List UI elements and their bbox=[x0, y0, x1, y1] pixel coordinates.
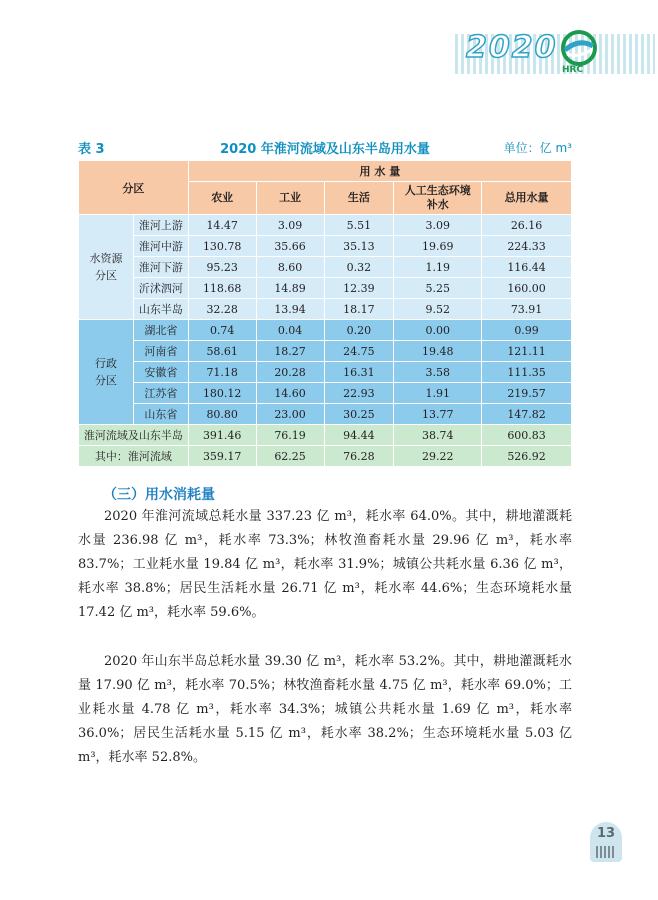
cell: 219.57 bbox=[482, 383, 572, 404]
group-label: 水资源分区 bbox=[79, 215, 134, 320]
table-row bbox=[79, 446, 572, 467]
cell: 130.78 bbox=[188, 236, 256, 257]
cell: 5.51 bbox=[324, 215, 394, 236]
cell: 0.04 bbox=[256, 320, 324, 341]
cell: 0.32 bbox=[324, 257, 394, 278]
table-row bbox=[79, 404, 572, 425]
cell: 94.44 bbox=[324, 425, 394, 446]
cell: 3.09 bbox=[394, 215, 482, 236]
cell: 23.00 bbox=[256, 404, 324, 425]
cell: 118.68 bbox=[188, 278, 256, 299]
cell: 9.52 bbox=[394, 299, 482, 320]
cell: 3.58 bbox=[394, 362, 482, 383]
header-year: 2020 bbox=[466, 30, 558, 65]
cell: 76.28 bbox=[324, 446, 394, 467]
water-use-table bbox=[78, 160, 572, 467]
cell: 13.77 bbox=[394, 404, 482, 425]
cell: 12.39 bbox=[324, 278, 394, 299]
barcode-icon bbox=[596, 846, 616, 858]
header-group: 用 水 量 bbox=[188, 161, 571, 182]
cell: 8.60 bbox=[256, 257, 324, 278]
row-name: 安徽省 bbox=[133, 362, 188, 383]
table-caption bbox=[78, 138, 572, 156]
cell: 224.33 bbox=[482, 236, 572, 257]
table-row bbox=[79, 215, 572, 236]
cell: 30.25 bbox=[324, 404, 394, 425]
table-row bbox=[79, 236, 572, 257]
cell: 80.80 bbox=[188, 404, 256, 425]
cell: 14.89 bbox=[256, 278, 324, 299]
total-name: 淮河流域及山东半岛 bbox=[79, 425, 189, 446]
cell: 22.93 bbox=[324, 383, 394, 404]
cell: 18.17 bbox=[324, 299, 394, 320]
table-row bbox=[79, 320, 572, 341]
cell: 32.28 bbox=[188, 299, 256, 320]
table-row bbox=[79, 257, 572, 278]
row-name: 江苏省 bbox=[133, 383, 188, 404]
cell: 58.61 bbox=[188, 341, 256, 362]
table-unit: 单位：亿 m³ bbox=[503, 141, 572, 155]
header-total: 总用水量 bbox=[482, 182, 572, 215]
cell: 147.82 bbox=[482, 404, 572, 425]
table-row bbox=[79, 278, 572, 299]
table-row bbox=[79, 425, 572, 446]
cell: 5.25 bbox=[394, 278, 482, 299]
cell: 0.99 bbox=[482, 320, 572, 341]
cell: 35.66 bbox=[256, 236, 324, 257]
cell: 38.74 bbox=[394, 425, 482, 446]
table-row bbox=[79, 383, 572, 404]
cell: 0.20 bbox=[324, 320, 394, 341]
row-name: 沂沭泗河 bbox=[133, 278, 188, 299]
header-agriculture: 农业 bbox=[188, 182, 256, 215]
group-label: 行政分区 bbox=[79, 320, 134, 425]
cell: 16.31 bbox=[324, 362, 394, 383]
cell: 160.00 bbox=[482, 278, 572, 299]
row-name: 淮河中游 bbox=[133, 236, 188, 257]
header-region: 分区 bbox=[79, 161, 189, 215]
cell: 600.83 bbox=[482, 425, 572, 446]
cell: 35.13 bbox=[324, 236, 394, 257]
header-industry: 工业 bbox=[256, 182, 324, 215]
paragraph-shandong: 2020 年山东半岛总耗水量 39.30 亿 m³，耗水率 53.2%。其中，耕地灌溉耗水量 17.90 亿 m³，耗水率 70.5%；林牧渔畜耗水量 4.75 亿 m³，耗水率 69.0%；工业耗水量 4.78 亿 m³，耗水率 34.3%；城镇公共耗水量 1.69 亿 m³，耗水率 36.0%；居民生活耗水量 5.15 亿 m³，耗水率 38.2%；生态环境耗水量 5.03 亿 m³，耗水率 52.8%。 bbox=[78, 654, 572, 765]
row-name: 山东半岛 bbox=[133, 299, 188, 320]
cell: 1.19 bbox=[394, 257, 482, 278]
table-row bbox=[79, 362, 572, 383]
table-title: 2020 年淮河流域及山东半岛用水量 bbox=[220, 142, 430, 157]
cell: 24.75 bbox=[324, 341, 394, 362]
cell: 14.47 bbox=[188, 215, 256, 236]
header-ecology: 人工生态环境补水 bbox=[394, 182, 482, 215]
cell: 14.60 bbox=[256, 383, 324, 404]
cell: 116.44 bbox=[482, 257, 572, 278]
cell: 26.16 bbox=[482, 215, 572, 236]
cell: 29.22 bbox=[394, 446, 482, 467]
table-label: 表 3 bbox=[78, 142, 105, 157]
table-row bbox=[79, 341, 572, 362]
logo-text: HRC bbox=[562, 65, 584, 75]
cell: 95.23 bbox=[188, 257, 256, 278]
cell: 391.46 bbox=[188, 425, 256, 446]
row-name: 山东省 bbox=[133, 404, 188, 425]
cell: 180.12 bbox=[188, 383, 256, 404]
cell: 359.17 bbox=[188, 446, 256, 467]
row-name: 河南省 bbox=[133, 341, 188, 362]
total-name: 其中：淮河流域 bbox=[79, 446, 189, 467]
cell: 73.91 bbox=[482, 299, 572, 320]
cell: 13.94 bbox=[256, 299, 324, 320]
cell: 19.69 bbox=[394, 236, 482, 257]
row-name: 淮河上游 bbox=[133, 215, 188, 236]
cell: 0.74 bbox=[188, 320, 256, 341]
cell: 76.19 bbox=[256, 425, 324, 446]
cell: 1.91 bbox=[394, 383, 482, 404]
cell: 62.25 bbox=[256, 446, 324, 467]
cell: 19.48 bbox=[394, 341, 482, 362]
cell: 111.35 bbox=[482, 362, 572, 383]
cell: 0.00 bbox=[394, 320, 482, 341]
cell: 121.11 bbox=[482, 341, 572, 362]
table-row bbox=[79, 299, 572, 320]
cell: 20.28 bbox=[256, 362, 324, 383]
row-name: 湖北省 bbox=[133, 320, 188, 341]
cell: 71.18 bbox=[188, 362, 256, 383]
cell: 18.27 bbox=[256, 341, 324, 362]
header-domestic: 生活 bbox=[324, 182, 394, 215]
page-number: 13 bbox=[596, 826, 616, 841]
page-number-badge bbox=[590, 822, 622, 862]
cell: 526.92 bbox=[482, 446, 572, 467]
cell: 3.09 bbox=[256, 215, 324, 236]
row-name: 淮河下游 bbox=[133, 257, 188, 278]
section-heading: （三）用水消耗量 bbox=[103, 487, 215, 503]
paragraph-huaihe: 2020 年淮河流域总耗水量 337.23 亿 m³，耗水率 64.0%。其中，耕地灌溉耗水量 236.98 亿 m³，耗水率 73.3%；林牧渔畜耗水量 29.96 亿 m³，耗水率 83.7%；工业耗水量 19.84 亿 m³，耗水率 31.9%；城镇公共耗水量 6.36 亿 m³，耗水率 38.8%；居民生活耗水量 26.71 亿 m³，耗水率 44.6%；生态环境耗水量 17.42 亿 m³，耗水率 59.6%。 bbox=[78, 509, 572, 620]
